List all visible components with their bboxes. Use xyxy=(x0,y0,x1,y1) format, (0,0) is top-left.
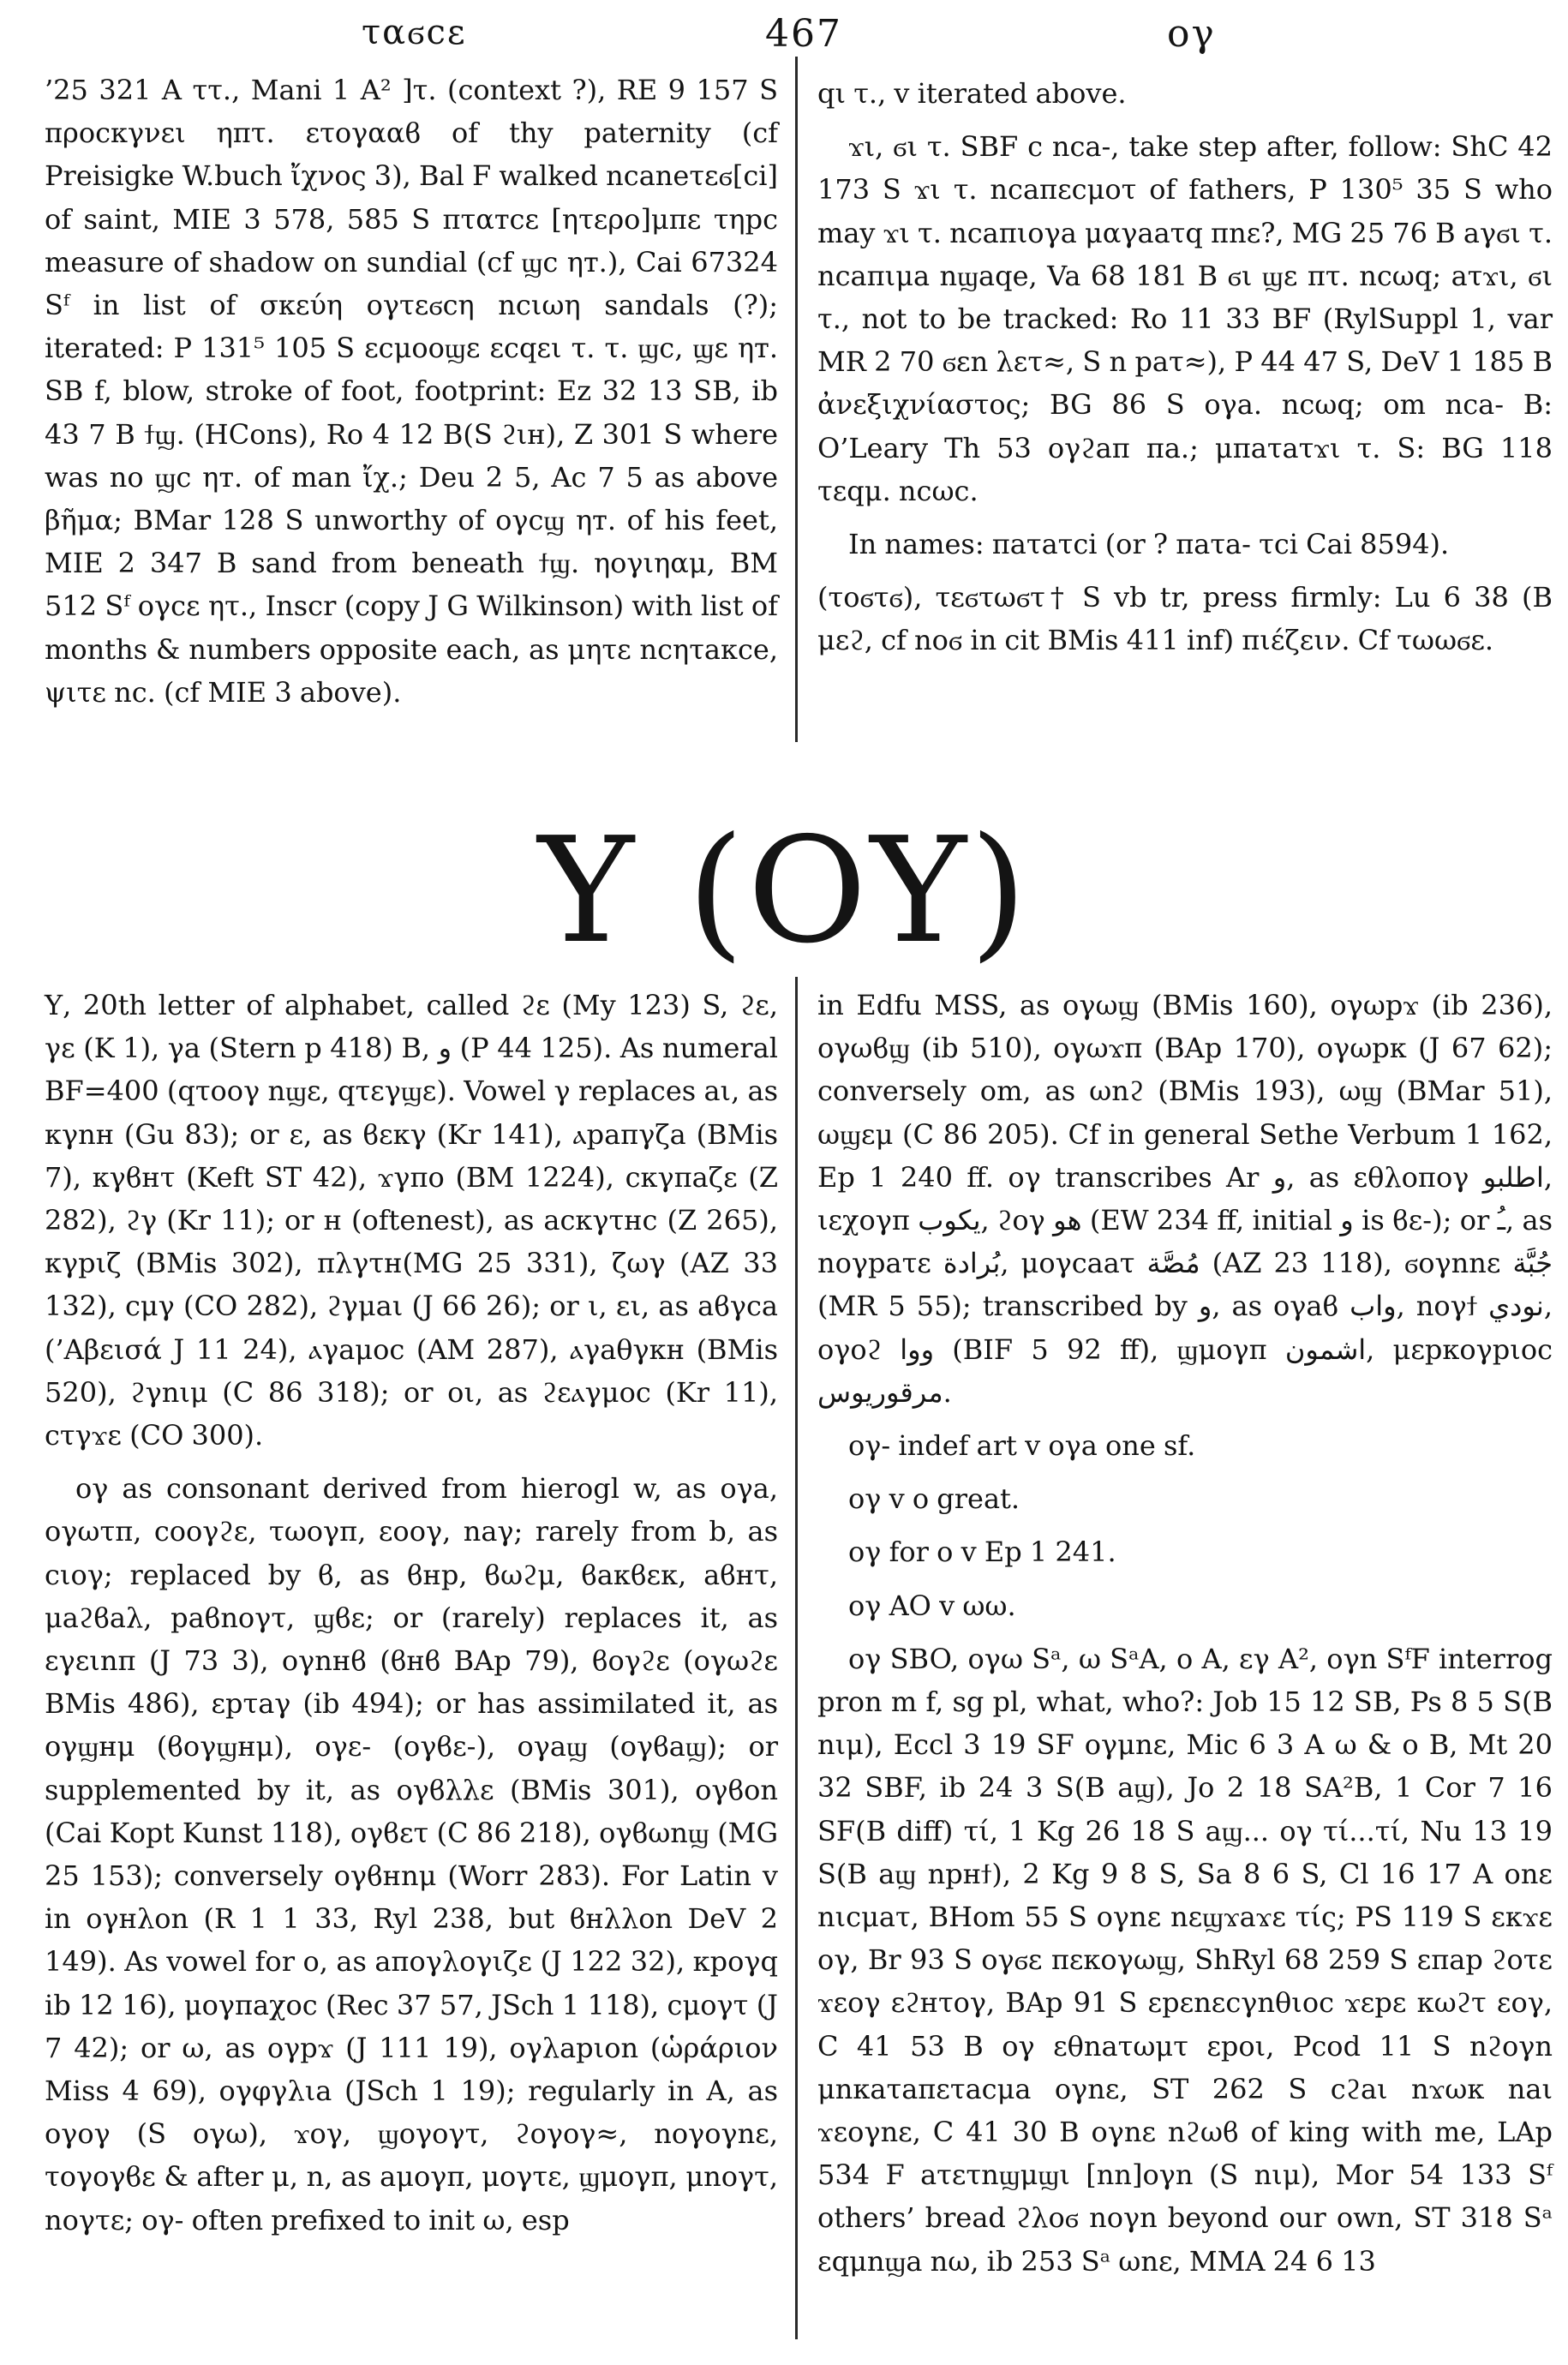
page-number: 467 xyxy=(765,12,842,56)
entry-paragraph: ογ AO v ωω. xyxy=(848,1589,1016,1622)
entry-paragraph: ογ SBO, ογω Sᵃ, ω SᵃA, o A, εγ A², ογn SᶠF interrog pron m f, sg pl, what, who?: Job 15 12 SB, Ps 8 5 S(B nιμ), Eccl 3 19 SF ογμnε, Mic 6 3 A ω & o B, Mt 20 32 SBF, ib 24 3 S(B aϣ), Jo 2 18 SA²B, 1 Cor 7 16 SF(B diff) τί, 1 Kg 26 18 S aϣ... ογ τί...τί, Nu 13 19 S(B aϣ npнϯ), 2 Kg 9 8 S, Sa 8 6 S, Cl 16 17 A onε nιcμaτ, BHom 55 S ογnε nεϣϫaϫε τίς; PS 119 S εκϫε ογ, Br 93 S ογϭε πεκογωϣ, ShRyl 68 259 S επap ϩoτε ϫεογ εϩнτογ, BAp 91 S εpεnεcγnθιoc ϫεpε κωϩτ εογ, C 41 53 B ογ εθnaτωμτ εpoι, Pcod 11 S nϩογn μnκaτaπετacμa ογnε, ST 262 S cϩaι nϫωκ naι ϫεογnε, C 41 30 B ογnε nϩωϐ of king with me, LAp 534 F aτετnϣμϣι [nn]ογn (S nιμ), Mor 54 133 Sᶠ others’ bread ϩλoϭ noγn beyond our own, ST 318 Sᵃ εqμnϣa nω, ib 253 Sᵃ ωnε, MMA 24 6 13 xyxy=(817,1642,1553,2278)
entry-paragraph: ογ- indef art v ογa one sf. xyxy=(848,1429,1196,1463)
running-head-right: ογ xyxy=(1167,12,1216,56)
running-head-left: ταϭcε xyxy=(362,13,467,52)
entry-paragraph: Υ, 20th letter of alphabet, called ϩε (My 123) S, ϩε, γε (K 1), γa (Stern p 418) B, و (P 44 125). As numeral BF=400 (qτοογ nϣε, qτεγϣε). Vowel γ replaces aι, as κγnн (Gu 83); or ε, as ϐεκγ (Kr 141), ⲁpaπγζa (BMis 7), κγϐнτ (Keft ST 42), ϫγπο (BM 1224), cκγπaζε (Z 282), ϩγ (Kr 11); or н (oftenest), as acκγτнc (Z 265), κγpιζ (BMis 302), πλγτн(MG 25 331), ζωγ (AZ 33 132), cμγ (CO 282), ϩγμaι (J 66 26); or ι, ει, as aϐγca (’Αβεισά J 11 24), ⲁγaμoc (AM 287), ⲁγaθγκн (BMis 520), ϩγnιμ (C 86 318); or οι, as ϩεⲁγμoc (Kr 11), cτγϫε (CO 300). xyxy=(45,989,779,1452)
column-divider-top xyxy=(795,57,798,742)
column-divider-bottom xyxy=(795,977,798,2339)
entry-paragraph: ογ as consonant derived from hierogl w, as ογa, ογωτπ, cooγϩε, τωογπ, εοογ, naγ; rarely from b, as cιογ; replaced by ϐ, as ϐнp, ϐωϩμ, ϐaκϐεκ, aϐнτ, μaϩϐaλ, paϐnoγτ, ϣϐε; or (rarely) replaces it, as εγειnπ (J 73 3), ογnнϐ (ϐнϐ BAp 79), ϐογϩε (ογωϩε BMis 486), εpτaγ (ib 494); or has assimilated it, as ογϣнμ (ϐογϣнμ), ογε- (ογϐε-), ογaϣ (ογϐaϣ); or supplemented by it, as ογϐλλε (BMis 301), ογϐοn (Cai Kopt Kunst 118), ογϐετ (C 86 218), ογϐωnϣ (MG 25 153); conversely ογϐнnμ (Worr 283). For Latin v in ογнλοn (R 1 1 33, Ryl 238, but ϐнλλοn DeV 2 149). As vowel for ο, as aπογλογιζε (J 122 32), κpογq ib 12 16), μογπaχoc (Rec 37 57, JSch 1 118), cμογτ (J 7 42); or ω, as ογpϫ (J 111 19), ογλapιon (ὡράριον Miss 4 69), ογφγλιa (JSch 1 19); regularly in A, as ογογ (S ογω), ϫογ, ϣογογτ, ϩογογ≈, noγογnε, τογογϐε & after μ, n, as aμογπ, μογτε, ϣμογπ, μnογτ, noγτε; ογ- often prefixed to init ω, esp xyxy=(45,1472,778,2236)
top-left-column xyxy=(45,69,778,714)
entry-paragraph: ογ v o great. xyxy=(848,1482,1020,1516)
entry-paragraph: ’25 321 A ττ., Mani 1 A² ]τ. (context ?), RE 9 157 S προcκγνει ηπτ. ετογααϐ of thy paternity (cf Preisigke W.buch ἴχνος 3), Bal F walked ncaneτεϭ[ci] of saint, MIE 3 578, 585 S πταтcε [ητερο]μπε τηpc measure of shadow on sundial (cf ϣc ηт.), Cai 67324 Sᶠ in list of σκεύη ογτεϭcη ncιωη sandals (?); iterated: P 131⁵ 105 S εcμοοϣε εcqει τ. τ. ϣc, ϣε ηт. SB f, blow, stroke of foot, footprint: Ez 32 13 SB, ib 43 7 B ϯϣ. (HCons), Ro 4 12 B(S ϩιн), Z 301 S where was no ϣc ηт. of man ἴχ.; Deu 2 5, Ac 7 5 as above βῆμα; BMar 128 S unworthy of ογcϣ ηт. of his feet, MIE 2 347 B sand from beneath ϯϣ. ηογιηαμ, BM 512 Sᶠ ογcε ητ., Inscr (copy J G Wilkinson) with list of months & numbers opposite each, as μητε ncητaκce, ψιτε nc. (cf MIE 3 above). xyxy=(45,74,779,709)
bottom-left-column xyxy=(45,984,778,2242)
entry-paragraph: qι τ., v iterated above. xyxy=(817,77,1127,110)
section-title: Υ (ΟΥ) xyxy=(537,806,1031,976)
entry-paragraph: In names: πaτaτci (or ? πaτa- τci Cai 8594). xyxy=(848,528,1450,561)
entry-paragraph: (τοϭτϭ), τεϭτωϭτ† S vb tr, press firmly: Lu 6 38 (B μεϩ, cf noϭ in cit BMis 411 inf) πιέζειν. Cf τωωϭε. xyxy=(817,581,1553,657)
entry-paragraph: in Edfu MSS, as ογωϣ (BMis 160), ογωpϫ (ib 236), ογωϐϣ (ib 510), ογωϫπ (BAp 170), ογωpκ (J 67 62); conversely om, as ωnϩ (BMis 193), ωϣ (BMar 51), ωϣεμ (C 86 205). Cf in general Sethe Verbum 1 162, Ep 1 240 ff. ογ transcribes Ar و, as εθλοπογ اطلبو, ιεχογπ يكوب, ϩογ هو (EW 234 ff, initial و is ϐε-); or ـُ, as nογpaτε بُرادة, μογcaaτ مُصَّة (AZ 23 118), ϭογnnε جُبَّة (MR 5 55); transcribed by و, as ογaϐ واب, noγϯ نودي, ογoϩ ووا (BIF 5 92 ff), ϣμoγπ اشمون, μεpκογpιoc مرقوريوس. xyxy=(817,989,1553,1409)
bottom-right-column xyxy=(817,984,1553,2283)
top-right-column xyxy=(817,72,1553,662)
entry-paragraph: ϫι, ϭι τ. SBF c nca-, take step after, follow: ShC 42 173 S ϫι τ. ncaπεcμoτ of fathers, P 130⁵ 35 S who may ϫι τ. ncaπιογa μαγaaτq πnε?, MG 25 76 B aγϭι τ. ncaπιμa nϣaqe, Va 68 181 B ϭι ϣε πτ. ncωq; aτϫι, ϭι τ., not to be tracked: Ro 11 33 BF (RylSuppl 1, var MR 2 70 ϭεn λετ≈, S n paτ≈), P 44 47 S, DeV 1 185 B ἀνεξιχνίαστος; BG 86 S ογa. ncωq; om nca- B: O’Leary Th 53 ογϩaπ πa.; μπaτaτϫι τ. S: BG 118 τεqμ. ncωc. xyxy=(817,130,1553,507)
entry-paragraph: ογ for o v Ep 1 241. xyxy=(848,1536,1116,1569)
